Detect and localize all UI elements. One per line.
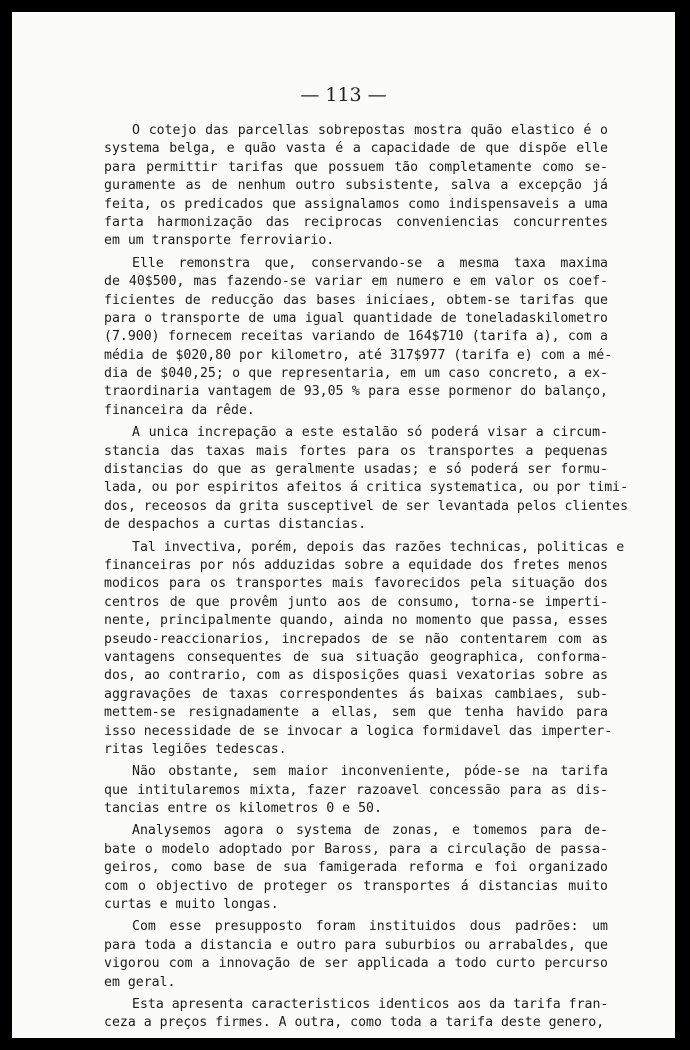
body-text (104, 122, 629, 1033)
text-line: Elle remonstra que, conservando-se a mesma taxa maxima (132, 255, 608, 271)
text-line: dos, ao contrario, com as disposições quasi vexatorias sobre as (104, 668, 608, 684)
text-line: A unica increpação a este estalão só poderá visar a circum- (132, 425, 608, 441)
paragraph (104, 822, 608, 914)
text-line: financeira da rêde. (104, 402, 255, 418)
paragraph (104, 763, 608, 818)
text-line: média de $020,80 por kilometro, até 317$977 (tarifa e) com a mé- (104, 347, 613, 363)
text-line: ritas legiões tedescas. (104, 741, 287, 757)
text-line: em um transporte ferroviario. (104, 233, 335, 249)
text-line: Tal invectiva, porém, depois das razões technicas, politicas e (132, 539, 625, 555)
text-line: modicos para os transportes mais favorecidos pela situação dos (104, 576, 608, 592)
text-line: aggravações de taxas correspondentes ás baixas cambiaes, sub- (104, 686, 608, 702)
text-line: systema belga, e quão vasta é a capacidade de que dispõe elle (104, 141, 608, 157)
text-line: em geral. (104, 974, 176, 990)
text-line: ficientes de reducção das bases iniciaes, obtem-se tarifas que (104, 292, 608, 308)
paragraph (104, 918, 608, 992)
text-line: para o transporte de uma igual quantidade de toneladaskilometro (104, 310, 608, 326)
text-line: vigorou com a innovação de ser applicada a todo curto percurso (104, 956, 608, 972)
book-page (12, 12, 675, 1038)
text-line: stancia das taxas mais fortes para os transportes a pequenas (104, 443, 608, 459)
text-line: distancias do que as geralmente usadas; e só poderá ser formu- (104, 462, 608, 478)
text-line: guramente as de nenhum outro subsistente, salva a excepção já (104, 178, 608, 194)
text-line: farta harmonização das reciprocas conveniencias concurrentes (104, 214, 608, 230)
paragraph (104, 424, 629, 534)
text-line: bate o modelo adoptado por Baross, para a circulação de passa- (104, 841, 608, 857)
text-line: com o objectivo de proteger os transportes á distancias muito (104, 878, 608, 894)
text-line: O cotejo das parcellas sobrepostas mostra quão elastico é o (132, 123, 608, 138)
text-line: feita, os predicados que assignalamos como indispensaveis a uma (104, 196, 608, 212)
text-line: Não obstante, sem maior inconveniente, póde-se na tarifa (132, 764, 608, 780)
text-line: traordinaria vantagem de 93,05 % para esse pormenor do balanço, (104, 384, 608, 400)
text-line: tancias entre os kilometros 0 e 50. (104, 801, 382, 817)
text-line: para permittir tarifas que possuem tão completamente como se- (104, 159, 608, 175)
text-line: para toda a distancia e outro para suburbios ou arrabaldes, que (104, 937, 608, 953)
text-line: financeiras por nós adduzidas sobre a equidade dos fretes menos (104, 557, 608, 573)
text-line: Analysemos agora o systema de zonas, e tomemos para de- (132, 823, 608, 839)
text-line: ceza a preços firmes. A outra, como toda a tarifa deste genero, (104, 1015, 605, 1031)
text-line: (7.900) fornecem receitas variando de 164$710 (tarifa a), com a (104, 329, 608, 345)
paragraph (104, 122, 608, 251)
text-line: dia de $040,25; o que representaria, em um caso concreto, a ex- (104, 366, 608, 382)
paragraph (104, 539, 625, 760)
text-line: isso necessidade de se invocar a logica formidavel das imperter- (104, 723, 613, 739)
paragraph (104, 255, 613, 421)
text-line: Esta apresenta caracteristicos identicos aos da tarifa fran- (132, 996, 609, 1012)
text-line: vantagens consequentes de sua situação geographica, conforma- (104, 649, 608, 665)
text-line: nente, principalmente quando, ainda no momento que passa, esses (104, 613, 608, 629)
text-line: lada, ou por espiritos afeitos á critica systematica, ou por timi- (104, 480, 629, 496)
text-line: que intitularemos mixta, fazer razoavel concessão para as dis- (104, 782, 608, 798)
text-line: de despachos a curtas distancias. (104, 517, 367, 533)
paragraph (104, 996, 608, 1033)
text-line: pseudo-reaccionarios, increpados de se não contentarem com as (104, 631, 608, 647)
page-number: — 113 — (300, 84, 387, 106)
text-line: curtas e muito longas. (104, 897, 279, 913)
text-line: Com esse presupposto foram instituidos dous padrões: um (132, 919, 608, 935)
text-line: geiros, como base de sua famigerada reforma e foi organizado (104, 860, 608, 876)
text-line: dos, receosos da grita susceptivel de ser levantada pelos clientes (104, 498, 629, 514)
text-line: centros de que provêm junto aos de consumo, torna-se imperti- (104, 594, 608, 610)
text-line: mettem-se resignadamente a ellas, sem que tenha havido para (104, 705, 608, 721)
text-line: de 40$500, mas fazendo-se variar em numero e em valor os coef- (104, 274, 608, 290)
